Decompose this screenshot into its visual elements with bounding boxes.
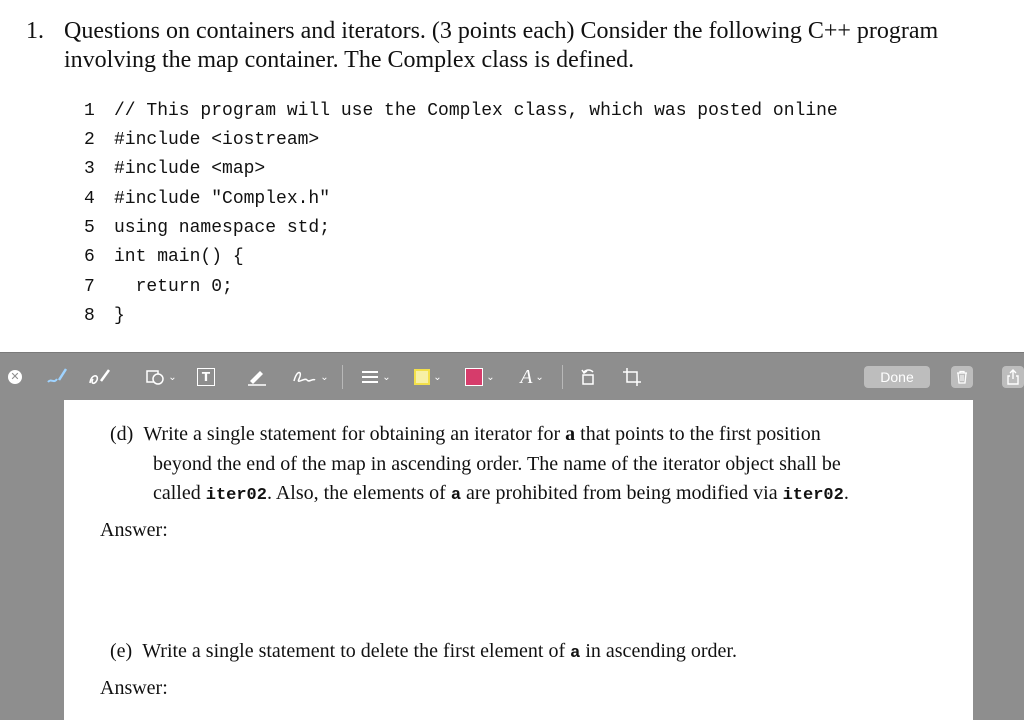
part-d-line-1 <box>110 420 821 449</box>
text-run: . <box>843 482 849 504</box>
chevron-down-icon: ⌄ <box>535 371 544 383</box>
line-number: 4 <box>84 189 95 209</box>
chevron-down-icon: ⌄ <box>168 371 177 383</box>
part-e-line <box>110 637 737 668</box>
text-tool-button[interactable] <box>194 365 218 389</box>
toolbar-divider <box>562 365 563 389</box>
line-number: 1 <box>84 101 95 121</box>
code-text: #include <map> <box>114 159 266 179</box>
text-run: . Also, the elements of <box>266 482 446 504</box>
shapes-icon <box>145 368 165 386</box>
line-style-icon <box>361 369 379 385</box>
text-run: called <box>153 482 201 504</box>
close-icon[interactable]: ✕ <box>8 370 22 384</box>
text-run: in ascending order. <box>585 640 737 662</box>
text-box-icon: T <box>197 368 215 386</box>
chevron-down-icon: ⌄ <box>486 371 495 383</box>
chevron-down-icon: ⌄ <box>382 371 391 383</box>
question-number: 1. <box>26 18 44 44</box>
font-icon: A <box>520 365 533 388</box>
shapes-menu[interactable] <box>140 365 182 389</box>
part-d-line-2: beyond the end of the map in ascending order. The name of the iterator object shall be <box>153 453 841 475</box>
part-e-answer-label: Answer: <box>100 677 168 699</box>
code-text: } <box>114 306 125 326</box>
question-line-2: involving the map container. The Complex class is defined. <box>64 47 635 73</box>
rotate-icon[interactable] <box>576 365 600 389</box>
chevron-down-icon: ⌄ <box>433 371 442 383</box>
trash-icon <box>955 370 969 384</box>
signature-icon <box>291 367 317 387</box>
code-text: #include <iostream> <box>114 130 320 150</box>
line-number: 2 <box>84 130 95 150</box>
delete-button[interactable] <box>951 366 973 388</box>
sketch-tool-icon[interactable] <box>44 365 70 389</box>
code-text: int main() { <box>114 247 244 267</box>
toolbar-divider <box>342 365 343 389</box>
draw-tool-icon[interactable] <box>86 365 114 389</box>
embedded-document <box>64 400 973 720</box>
part-d-line-3 <box>153 479 849 510</box>
crop-icon[interactable] <box>620 365 644 389</box>
code-text: return 0; <box>114 277 233 297</box>
text-run: are prohibited from being modified via <box>466 482 778 504</box>
line-number: 3 <box>84 159 95 179</box>
question-text-1: Questions on containers and iterators. (3 points each) Consider the following C++ program <box>64 18 939 44</box>
text-run: Write a single statement for obtaining an iterator for <box>143 423 561 445</box>
part-d-label: (d) <box>110 423 134 445</box>
code-ref: a <box>565 423 576 445</box>
text-run: that points to the first position <box>580 423 821 445</box>
chevron-down-icon: ⌄ <box>320 371 329 383</box>
border-color-swatch <box>414 369 430 385</box>
signature-menu[interactable] <box>288 365 332 389</box>
line-number: 8 <box>84 306 95 326</box>
code-text: using namespace std; <box>114 218 331 238</box>
fill-color-swatch <box>465 368 483 386</box>
code-ref: a <box>570 644 581 663</box>
line-number: 7 <box>84 277 95 297</box>
share-icon <box>1006 369 1020 385</box>
code-text: #include "Complex.h" <box>114 189 331 209</box>
line-number: 5 <box>84 218 95 238</box>
code-ref: iter02 <box>782 486 844 505</box>
part-e-label: (e) <box>110 640 133 662</box>
code-ref: a <box>450 486 462 505</box>
highlight-tool-icon[interactable] <box>244 365 270 389</box>
fill-color-menu[interactable] <box>460 365 500 389</box>
code-ref: iter02 <box>205 486 267 505</box>
line-number: 6 <box>84 247 95 267</box>
code-text: // This program will use the Complex class, which was posted online <box>114 101 838 121</box>
text-run: Write a single statement to delete the first element of <box>142 640 566 662</box>
share-button[interactable] <box>1002 366 1024 388</box>
top-document <box>0 0 1024 352</box>
border-color-menu[interactable] <box>408 365 448 389</box>
part-d-answer-label: Answer: <box>100 519 168 541</box>
text-style-menu[interactable] <box>512 365 552 389</box>
done-button[interactable]: Done <box>864 366 930 388</box>
line-style-menu[interactable] <box>356 365 396 389</box>
question-line-1 <box>26 17 938 45</box>
